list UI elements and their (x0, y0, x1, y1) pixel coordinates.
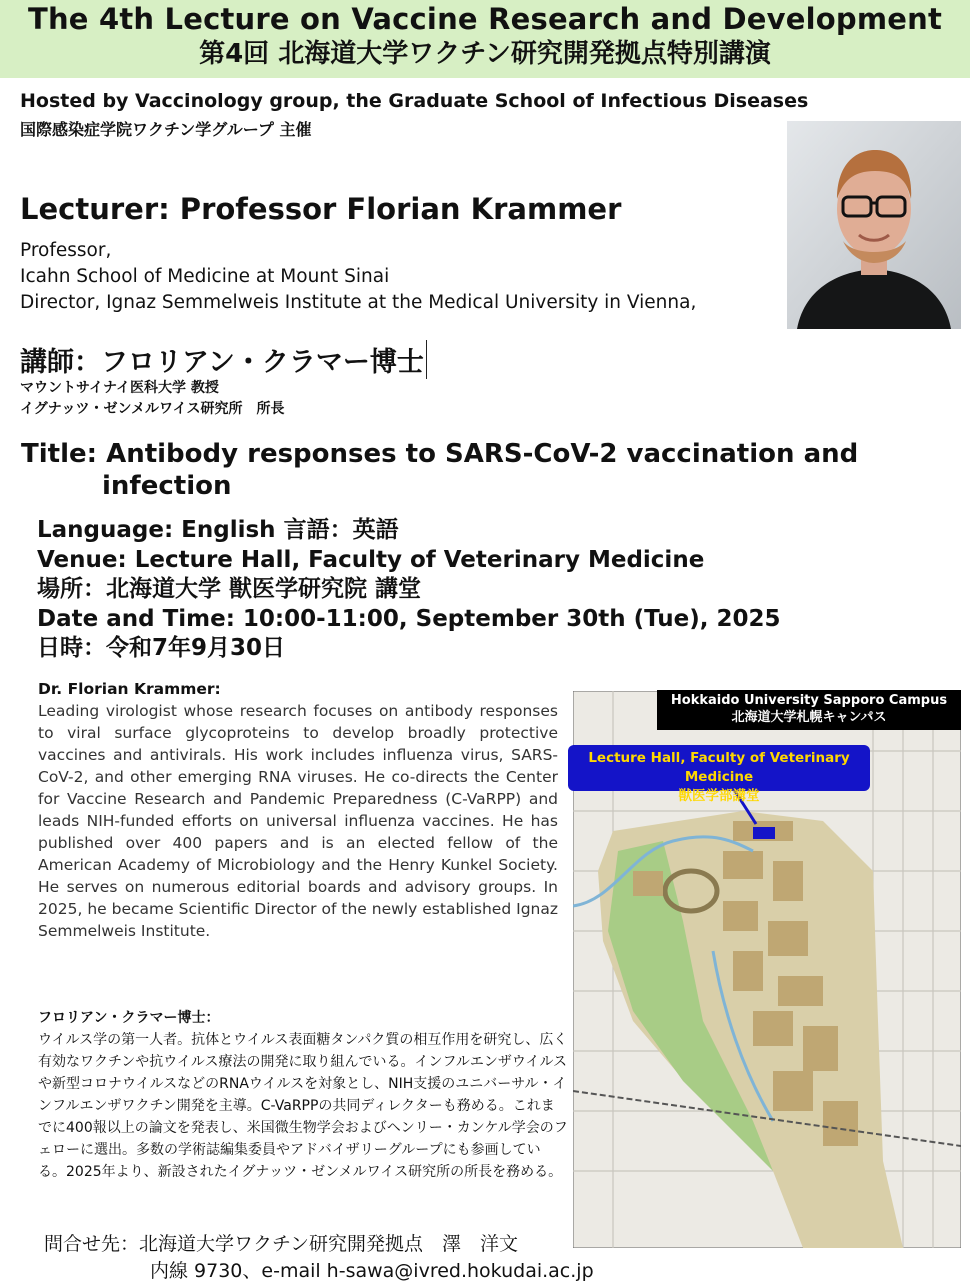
lecturer-affiliations-jp (20, 378, 284, 420)
title-en: The 4th Lecture on Vaccine Research and Development (27, 2, 943, 36)
map-title (657, 690, 961, 730)
map-venue-label-jp: 獣医学部講堂 (678, 788, 760, 804)
title-jp: 第4回 北海道大学ワクチン研究開発拠点特別講演 (199, 39, 771, 69)
map-title-en: Hokkaido University Sapporo Campus (670, 693, 948, 708)
bio-jp-heading: フロリアン・クラマー博士： (38, 1010, 220, 1026)
lecturer-photo (787, 121, 961, 329)
affiliation-jp-line: イグナッツ・ゼンメルワイス研究所 所長 (20, 401, 285, 417)
map-venue-label (568, 745, 870, 804)
talk-title-line2: infection (102, 471, 232, 501)
lecturer-heading-jp: 講師：フロリアン・クラマー博士 (20, 340, 427, 379)
bio-en-heading: Dr. Florian Krammer: (38, 680, 221, 698)
contact-line1: 問合せ先：北海道大学ワクチン研究開発拠点 澤 洋文 (44, 1233, 519, 1255)
venue-jp: 場所：北海道大学 獣医学研究院 講堂 (37, 576, 422, 602)
datetime-jp: 日時：令和7年9月30日 (37, 635, 286, 661)
header-banner (0, 0, 970, 78)
map-title-jp: 北海道大学札幌キャンパス (731, 710, 887, 725)
lecturer-heading-en: Lecturer: Professor Florian Krammer (20, 192, 622, 226)
venue-en: Venue: Lecture Hall, Faculty of Veterinary Medicine (37, 546, 705, 573)
contact (44, 1231, 594, 1285)
talk-title (21, 438, 921, 502)
host-jp: 国際感染症学院ワクチン学グループ 主催 (20, 120, 312, 139)
bio-en (38, 678, 558, 942)
affiliation-line: Director, Ignaz Semmelweis Institute at the Medical University in Vienna, (20, 292, 697, 313)
host-en: Hosted by Vaccinology group, the Graduate School of Infectious Diseases (20, 90, 809, 112)
event-info (37, 516, 781, 664)
bio-jp (38, 1007, 568, 1183)
datetime-en: Date and Time: 10:00-11:00, September 30th (Tue), 2025 (37, 605, 781, 632)
contact-line2: 内線 9730、e-mail h-sawa@ivred.hokudai.ac.jp (150, 1260, 594, 1282)
bio-en-text: Leading virologist whose research focuses on antibody responses to viral surface glycoproteins to develop broadly protective vaccines and antivirals. His work includes influenza virus, SARS-CoV-2, and other emerging RNA viruses. He co-directs the Center for Vaccine Research and Pandemic Preparedness (C-VaRPP) and leads NIH-funded efforts on universal influenza vaccines. He has published over 400 papers and is an elected fellow of the American Academy of Microbiology and the Henry Kunkel Society. He serves on numerous editorial boards and advisory groups. In 2025, he became Scientific Director of the newly established Ignaz Semmelweis Institute. (38, 702, 558, 940)
language: Language: English 言語：英語 (37, 517, 399, 543)
lecturer-affiliations-en (20, 238, 696, 316)
map-venue-label-en: Lecture Hall, Faculty of Veterinary Medicine (588, 750, 850, 785)
affiliation-line: Icahn School of Medicine at Mount Sinai (20, 266, 390, 287)
affiliation-jp-line: マウントサイナイ医科大学 教授 (20, 380, 219, 396)
bio-jp-text: ウイルス学の第一人者。抗体とウイルス表面糖タンパク質の相互作用を研究し、広く有効なワクチンや抗ウイルス療法の開発に取り組んでいる。インフルエンザウイルスや新型コロナウイルスなどのRNAウイルスを対象とし、NIH支援のユニバーサル・インフルエンザワクチン開発を主導。C-VaRPPの共同ディレクターも務める。これまでに400報以上の論文を発表し、米国微生物学会およびヘンリー・カンケル学会のフェローに選出。多数の学術誌編集委員やアドバイザリーグループにも参画している。2025年より、新設されたイグナッツ・ゼンメルワイス研究所の所長を務める。 (38, 1032, 568, 1180)
affiliation-line: Professor, (20, 240, 112, 261)
talk-title-line1: Title: Antibody responses to SARS-CoV-2 vaccination and (21, 439, 859, 469)
